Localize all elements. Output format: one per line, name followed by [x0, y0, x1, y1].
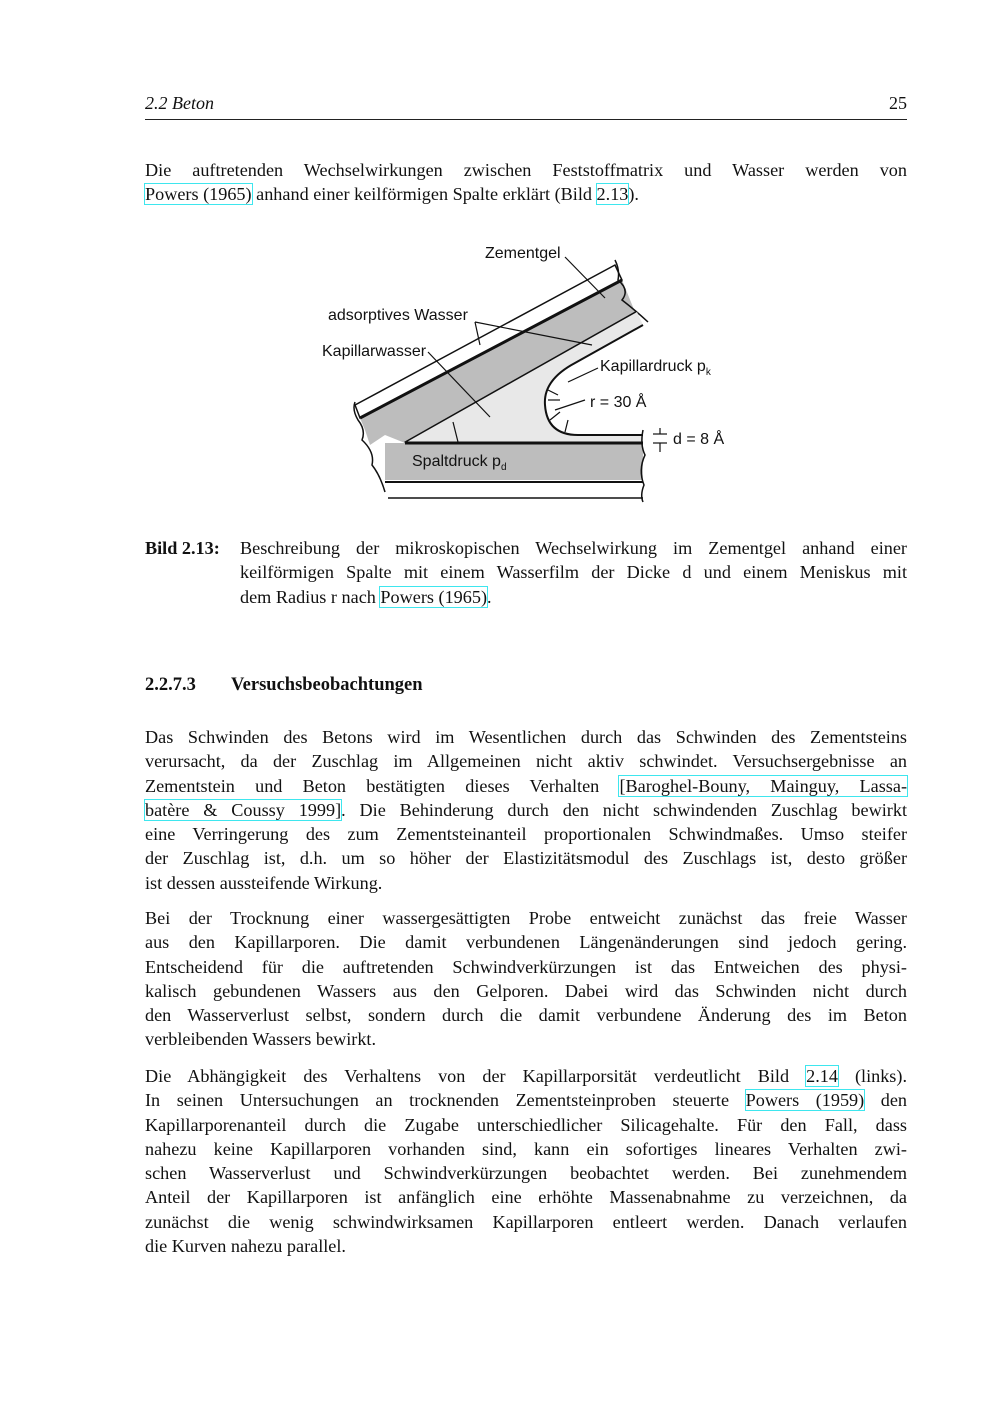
text-span: Anteil der Kapillarporen ist anfänglich eine erhöhte Massenabnahme zu verzeichnen, da — [145, 1187, 907, 1208]
section-number: 2.2.7.3 — [145, 675, 196, 695]
section-heading — [145, 675, 423, 696]
text-line — [145, 871, 907, 895]
caption-label: Bild 2.13: — [145, 538, 220, 558]
text-line — [145, 749, 907, 773]
citation-link[interactable]: [Baroghel-Bouny, Mainguy, Lassa- — [619, 775, 907, 796]
text-line — [145, 798, 907, 822]
text-span: Zementstein und Beton bestätigten dieses Verhalten — [145, 775, 620, 796]
citation-link[interactable]: Powers (1959) — [745, 1090, 865, 1111]
text-line — [240, 560, 907, 584]
text-line — [145, 774, 907, 798]
citation-link[interactable]: batère & Coussy 1999] — [145, 799, 342, 820]
label-adsorptives-wasser: adsorptives Wasser — [328, 307, 468, 324]
paragraph-3 — [145, 1064, 907, 1258]
text-line — [145, 1161, 907, 1185]
text-span: kalisch gebundenen Wassers aus den Gelporen. Dabei wird das Schwinden nicht durch — [145, 980, 907, 1001]
text-span: ist dessen aussteifende Wirkung. — [145, 872, 383, 893]
text-span: keilförmigen Spalte mit einem Wasserfilm der Dicke d und einem Meniskus mit — [240, 562, 907, 583]
section-header: 2.2 Beton — [145, 93, 214, 113]
text-span: Kapillarporenanteil durch die Zugabe unterschiedlicher Silicagehalte. Für den Fall, dass — [145, 1114, 907, 1135]
text-span: . — [487, 586, 492, 607]
text-line — [145, 1003, 907, 1027]
text-span: den Wasserverlust selbst, sondern durch die damit verbundene Änderung des im Beton — [145, 1005, 907, 1026]
intro-paragraph — [145, 158, 907, 207]
text-span: Das Schwinden des Betons wird im Wesentlichen durch das Schwinden des Zementsteins — [145, 727, 907, 747]
text-span: Entscheidend für die auftretenden Schwindverkürzungen ist das Entweichen des physi- — [145, 956, 907, 977]
text-line — [145, 930, 907, 954]
text-line — [145, 822, 907, 846]
text-span: Die Abhängigkeit des Verhaltens von der Kapillarporsität verdeutlicht Bild — [145, 1066, 807, 1086]
text-line — [145, 182, 907, 206]
citation-link[interactable]: Powers (1965) — [380, 586, 488, 607]
text-span: dem Radius r nach — [240, 586, 381, 607]
text-line — [145, 158, 907, 182]
text-line — [145, 725, 907, 749]
text-span: die Kurven nahezu parallel. — [145, 1236, 346, 1257]
text-span: nahezu keine Kapillarporen vorhanden sind, kann ein sofortiges lineares Verhalten zwi- — [145, 1138, 907, 1159]
text-line — [145, 1088, 907, 1112]
label-zementgel: Zementgel — [485, 245, 561, 262]
citation-link[interactable]: 2.14 — [806, 1066, 838, 1086]
text-span: verursacht, da der Zuschlag im Allgemeinen nicht aktiv schwindet. Versuchsergebnisse an — [145, 751, 907, 772]
text-span: Die auftretenden Wechselwirkungen zwischen Feststoffmatrix und Wasser werden von — [145, 160, 907, 180]
citation-link[interactable]: 2.13 — [596, 184, 629, 205]
text-line — [145, 1210, 907, 1234]
text-line — [145, 1113, 907, 1137]
paragraph-1 — [145, 725, 907, 895]
text-span: . Die Behinderung durch den nicht schwindenden Zuschlag bewirkt — [341, 799, 907, 820]
citation-link[interactable]: Powers (1965) — [145, 184, 252, 205]
text-line — [145, 906, 907, 930]
figure-wedge-diagram — [300, 230, 750, 510]
text-line — [145, 1185, 907, 1209]
page-number: 25 — [889, 93, 907, 113]
section-title: Versuchsbeobachtungen — [231, 675, 423, 695]
text-line — [240, 585, 907, 609]
text-span: zunächst die wenig schwindwirksamen Kapillarporen entleert werden. Danach verlaufen — [145, 1211, 907, 1232]
label-kapillardruck: Kapillardruck $p_k$ — [600, 358, 711, 378]
text-line — [145, 955, 907, 979]
running-header — [145, 93, 907, 120]
text-span: schen Wasserverlust und Schwindverkürzungen beobachtet werden. Bei zunehmendem — [145, 1163, 907, 1184]
text-span: In seinen Untersuchungen an trocknenden Zementsteinproben steuerte — [145, 1090, 746, 1111]
text-span: aus den Kapillarporen. Die damit verbundenen Längenänderungen sind jedoch gering. — [145, 932, 907, 953]
text-span: anhand einer keilförmigen Spalte erklärt (Bild — [251, 184, 597, 205]
label-radius: r = 30 Å — [590, 394, 647, 411]
label-kapillarwasser: Kapillarwasser — [322, 343, 427, 360]
text-span: den — [864, 1090, 908, 1111]
text-line — [145, 1137, 907, 1161]
text-span: (links). — [837, 1066, 907, 1086]
text-span: Bei der Trocknung einer wassergesättigten Probe entweicht zunächst das freie Wasser — [145, 908, 907, 928]
text-span: verbleibenden Wassers bewirkt. — [145, 1029, 377, 1050]
caption-text — [240, 536, 907, 609]
text-line — [145, 1234, 907, 1258]
paragraph-2 — [145, 906, 907, 1052]
text-line — [240, 536, 907, 560]
text-line — [145, 1027, 907, 1051]
label-thickness: d = 8 Å — [673, 431, 725, 448]
text-span: eine Verringerung des zum Zementsteinanteil proportionalen Schwindmaßes. Umso steifer — [145, 824, 907, 845]
text-line — [145, 846, 907, 870]
text-span: Beschreibung der mikroskopischen Wechselwirkung im Zementgel anhand einer — [240, 538, 907, 558]
label-spaltdruck: Spaltdruck $p_d$ — [412, 453, 507, 473]
text-span: ). — [628, 184, 639, 205]
text-span: der Zuschlag ist, d.h. um so höher der Elastizitätsmodul des Zuschlags ist, desto größer — [145, 848, 907, 869]
text-line — [145, 1064, 907, 1088]
text-line — [145, 979, 907, 1003]
